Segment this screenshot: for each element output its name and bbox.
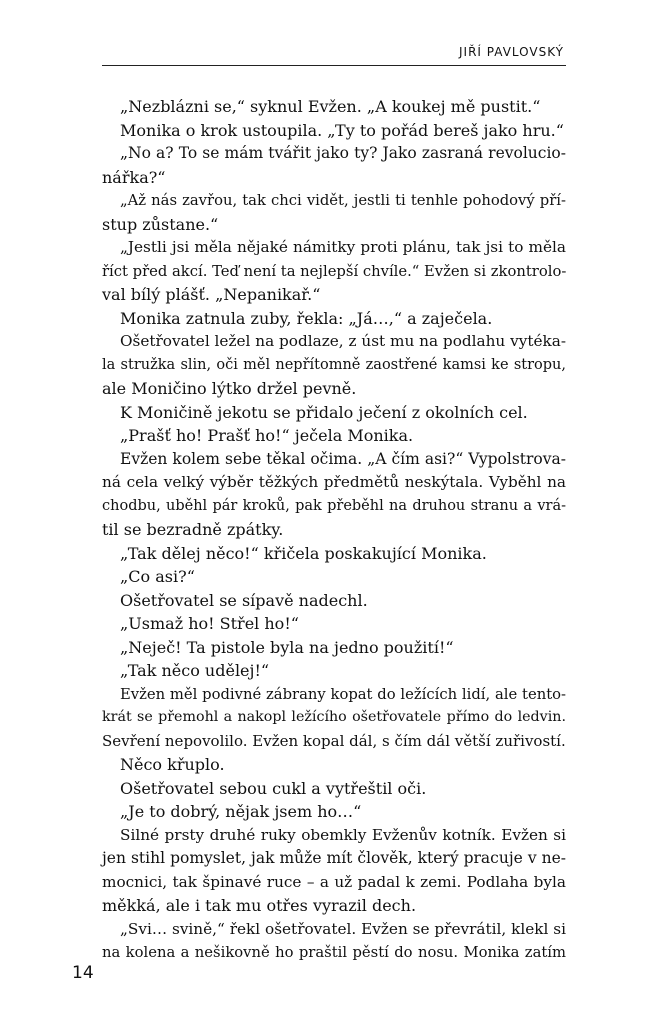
- text-line: Sevření nepovolilo. Evžen kopal dál, s čím dál větší zuřivostí.: [102, 731, 566, 750]
- text-line: Ošetřovatel sebou cukl a vytřeštil oči.: [120, 778, 427, 798]
- text-line: „Tak dělej něco!“ křičela poskakující Monika.: [120, 543, 487, 563]
- text-line: Evžen kolem sebe těkal očima. „A čím asi?“ Vypolstrova-: [120, 449, 566, 468]
- body-text: [102, 95, 566, 965]
- text-line: ná cela velký výběr těžkých předmětů neskýtala. Vyběhl na: [102, 473, 566, 491]
- text-line: „Tak něco udělej!“: [120, 661, 270, 680]
- text-line: „Co asi?“: [120, 567, 195, 586]
- text-line: měkká, ale i tak mu otřes vyrazil dech.: [102, 896, 417, 915]
- text-line: „Až nás zavřou, tak chci vidět, jestli ti tenhle pohodový pří-: [120, 192, 566, 209]
- text-line: la stružka slin, oči měl nepřítomně zaostřené kamsi ke stropu,: [102, 356, 566, 373]
- text-line: til se bezradně zpátky.: [102, 520, 284, 539]
- text-line: „Jestli jsi měla nějaké námitky proti plánu, tak jsi to měla: [120, 238, 566, 256]
- text-line: jen stihl pomyslet, jak může mít člověk, který pracuje v ne-: [102, 849, 566, 867]
- text-line: Silné prsty druhé ruky obemkly Evženův kotník. Evžen si: [120, 825, 566, 844]
- text-line: ale Moničino lýtko držel pevně.: [102, 379, 357, 398]
- text-line: „Nezblázni se,“ syknul Evžen. „A koukej mě pustit.“: [120, 97, 541, 116]
- text-line: „Svi… svině,“ řekl ošetřovatel. Evžen se převrátil, klekl si: [120, 919, 566, 938]
- text-line: Něco křuplo.: [120, 755, 225, 774]
- text-line: Evžen měl podivné zábrany kopat do ležících lidí, ale tento-: [120, 685, 566, 703]
- text-line: Monika o krok ustoupila. „Ty to pořád bereš jako hru.“: [120, 120, 564, 140]
- text-line: Monika zatnula zuby, řekla: „Já…,“ a zaječela.: [120, 308, 493, 328]
- text-line: „No a? To se mám tvářit jako ty? Jako zasraná revolucio-: [120, 144, 566, 162]
- text-line: „Neječ! Ta pistole byla na jedno použití!“: [120, 637, 454, 657]
- text-line: „Usmaž ho! Střel ho!“: [120, 614, 299, 633]
- text-line: Ošetřovatel se sípavě nadechl.: [120, 590, 368, 610]
- text-line: K Moničině jekotu se přidalo ječení z okolních cel.: [120, 402, 528, 422]
- header-rule: [102, 65, 566, 66]
- text-line: Ošetřovatel ležel na podlaze, z úst mu na podlahu vytéka-: [120, 332, 566, 350]
- text-line: krát se přemohl a nakopl ležícího ošetřovatele přímo do ledvin.: [102, 709, 566, 725]
- text-line: říct před akcí. Teď není ta nejlepší chvíle.“ Evžen si zkontrolo-: [102, 262, 567, 280]
- text-line: na kolena a nešikovně ho praštil pěstí do nosu. Monika zatím: [102, 944, 566, 961]
- text-line: nářka?“: [102, 167, 166, 187]
- text-line: val bílý plášť. „Nepanikař.“: [102, 285, 321, 304]
- text-line: stup zůstane.“: [102, 214, 219, 234]
- text-line: „Prašť ho! Prašť ho!“ ječela Monika.: [120, 426, 414, 445]
- page-number: 14: [72, 963, 94, 983]
- text-line: „Je to dobrý, nějak jsem ho…“: [120, 802, 362, 821]
- text-line: mocnici, tak špinavé ruce – a už padal k zemi. Podlaha byla: [102, 872, 566, 891]
- text-line: chodbu, uběhl pár kroků, pak přeběhl na druhou stranu a vrá-: [102, 497, 566, 514]
- running-head: JIŘÍ PAVLOVSKÝ: [459, 45, 564, 59]
